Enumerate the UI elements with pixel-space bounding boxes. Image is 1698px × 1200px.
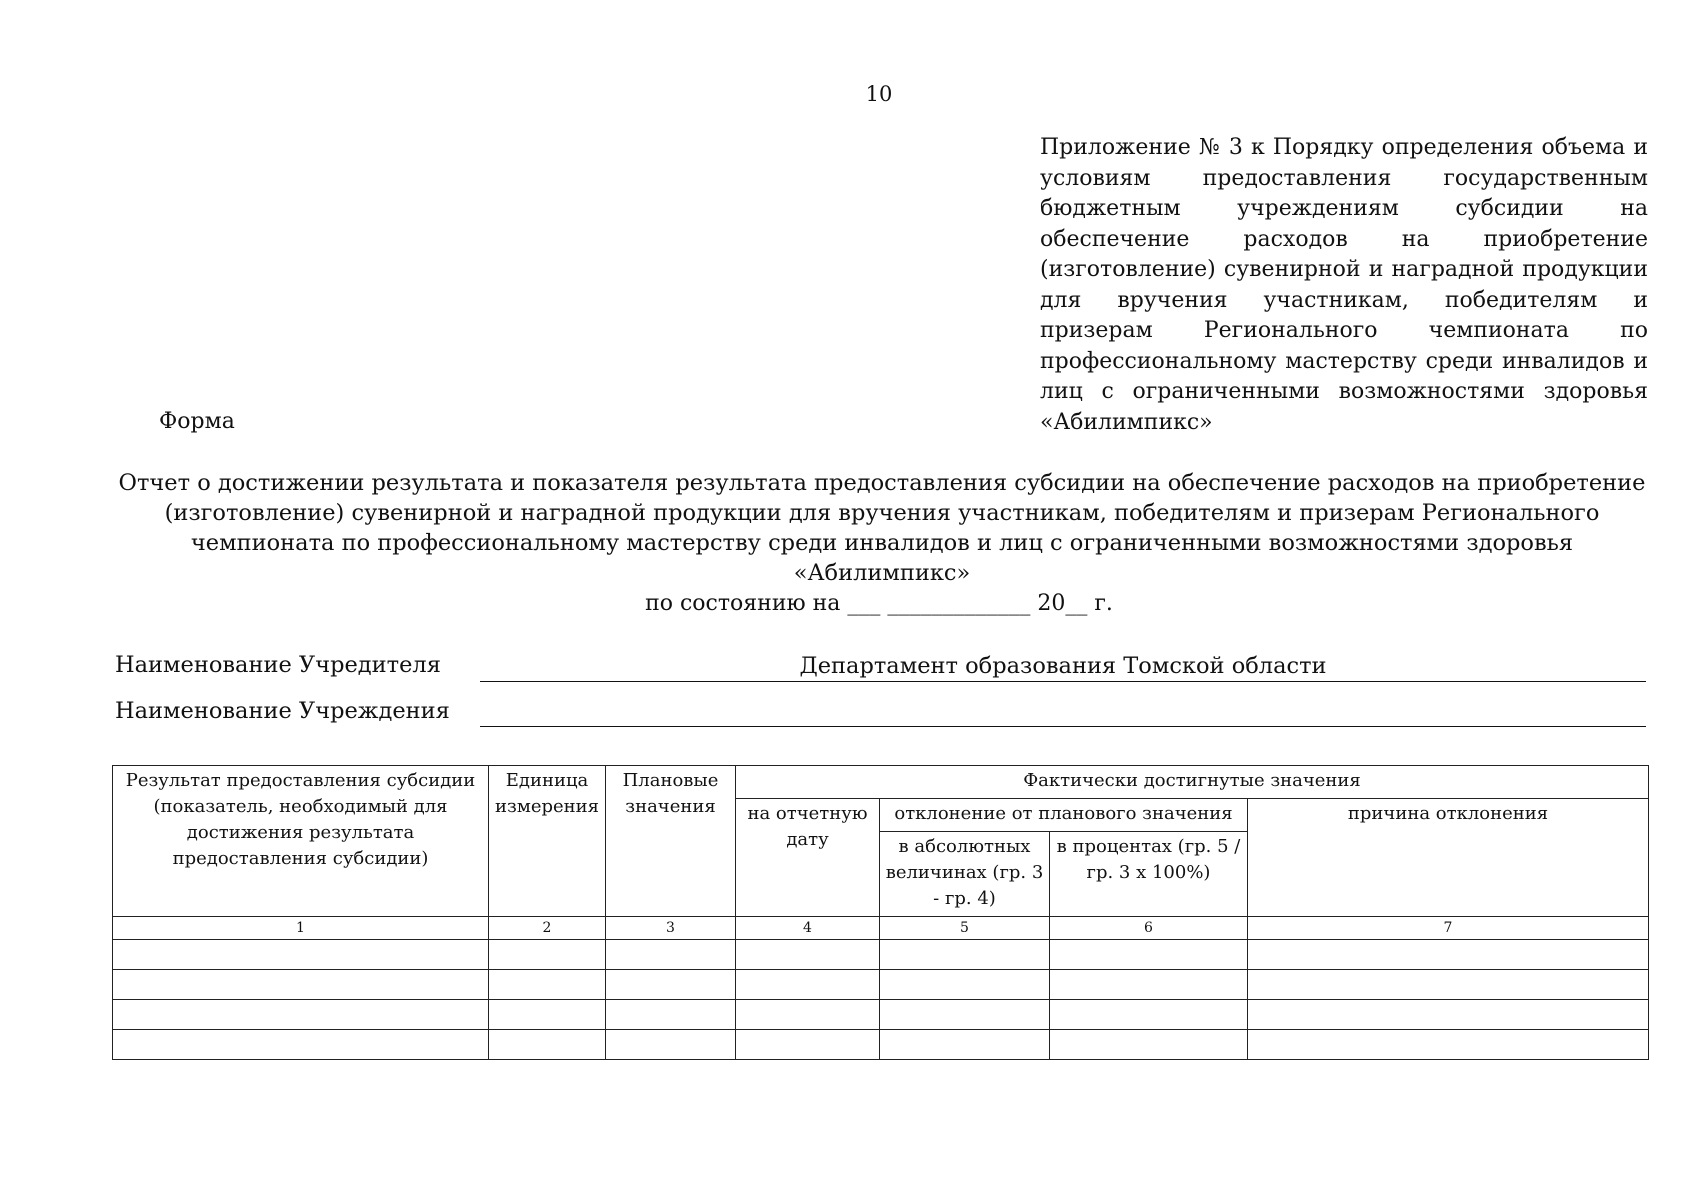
table-cell[interactable]	[1248, 1000, 1649, 1030]
column-number: 5	[880, 917, 1050, 940]
column-number: 4	[736, 917, 880, 940]
table-cell[interactable]	[489, 940, 606, 970]
table-row	[113, 970, 1649, 1000]
table-cell[interactable]	[606, 940, 736, 970]
table-cell[interactable]	[606, 970, 736, 1000]
table-cell[interactable]	[113, 940, 489, 970]
table-cell[interactable]	[880, 970, 1050, 1000]
header-plan: Плановые значения	[606, 766, 736, 917]
report-date-line: по состоянию на ___ _____________ 20__ г.	[645, 591, 1113, 616]
report-title: Отчет о достижении результата и показателя результата предоставления субсидии на обеспечение расходов на приобретение (изготовление) сувенирной и наградной продукции для вручения участникам, победителям и призерам Регионального чемпионата по профессиональному мастерству среди инвалидов и лиц с ограниченными возможностями здоровья «Абилимпикс»	[118, 470, 1646, 586]
table-cell[interactable]	[113, 970, 489, 1000]
table-cell[interactable]	[736, 1000, 880, 1030]
header-reason: причина отклонения	[1248, 799, 1649, 917]
header-result: Результат предоставления субсидии (показатель, необходимый для достижения результата предоставления субсидии)	[113, 766, 489, 917]
table-cell[interactable]	[606, 1030, 736, 1060]
table-cell[interactable]	[489, 1000, 606, 1030]
table-header-row	[113, 766, 1649, 799]
header-report-date: на отчетную дату	[736, 799, 880, 917]
founder-value: Департамент образования Томской области	[799, 653, 1327, 679]
column-number: 2	[489, 917, 606, 940]
header-unit: Единица измерения	[489, 766, 606, 917]
page-number: 10	[865, 82, 893, 106]
table-cell[interactable]	[880, 1030, 1050, 1060]
column-number: 6	[1050, 917, 1248, 940]
table-cell[interactable]	[880, 940, 1050, 970]
header-actual-group: Фактически достигнутые значения	[736, 766, 1649, 799]
table-row	[113, 1000, 1649, 1030]
report-table	[112, 765, 1649, 1060]
table-cell[interactable]	[1050, 1000, 1248, 1030]
column-number: 1	[113, 917, 489, 940]
table-cell[interactable]	[1050, 940, 1248, 970]
table-cell[interactable]	[736, 1030, 880, 1060]
header-pct: в процентах (гр. 5 / гр. 3 х 100%)	[1050, 832, 1248, 917]
table-cell[interactable]	[489, 970, 606, 1000]
table-cell[interactable]	[1248, 940, 1649, 970]
table-cell[interactable]	[113, 1030, 489, 1060]
table-row	[113, 1030, 1649, 1060]
table-cell[interactable]	[606, 1000, 736, 1030]
column-number: 3	[606, 917, 736, 940]
institution-field	[480, 696, 1646, 727]
table-cell[interactable]	[880, 1000, 1050, 1030]
founder-field	[480, 651, 1646, 682]
column-number-row	[113, 917, 1649, 940]
table-cell[interactable]	[736, 970, 880, 1000]
table-cell[interactable]	[113, 1000, 489, 1030]
institution-label: Наименование Учреждения	[115, 698, 450, 724]
table-cell[interactable]	[1248, 1030, 1649, 1060]
column-number: 7	[1248, 917, 1649, 940]
appendix-note: Приложение № 3 к Порядку определения объема и условиям предоставления государственным бюджетным учреждениям субсидии на обеспечение расходов на приобретение (изготовление) сувенирной и наградной продукции для вручения участникам, победителям и призерам Регионального чемпионата по профессиональному мастерству среди инвалидов и лиц с ограниченными возможностями здоровья «Абилимпикс»	[1040, 135, 1648, 435]
table-cell[interactable]	[489, 1030, 606, 1060]
table-cell[interactable]	[1248, 970, 1649, 1000]
table-cell[interactable]	[1050, 970, 1248, 1000]
form-label: Форма	[159, 409, 235, 434]
header-deviation-group: отклонение от планового значения	[880, 799, 1248, 832]
founder-label: Наименование Учредителя	[115, 652, 441, 678]
table-row	[113, 940, 1649, 970]
table-cell[interactable]	[736, 940, 880, 970]
table-cell[interactable]	[1050, 1030, 1248, 1060]
header-abs: в абсолютных величинах (гр. 3 - гр. 4)	[880, 832, 1050, 917]
